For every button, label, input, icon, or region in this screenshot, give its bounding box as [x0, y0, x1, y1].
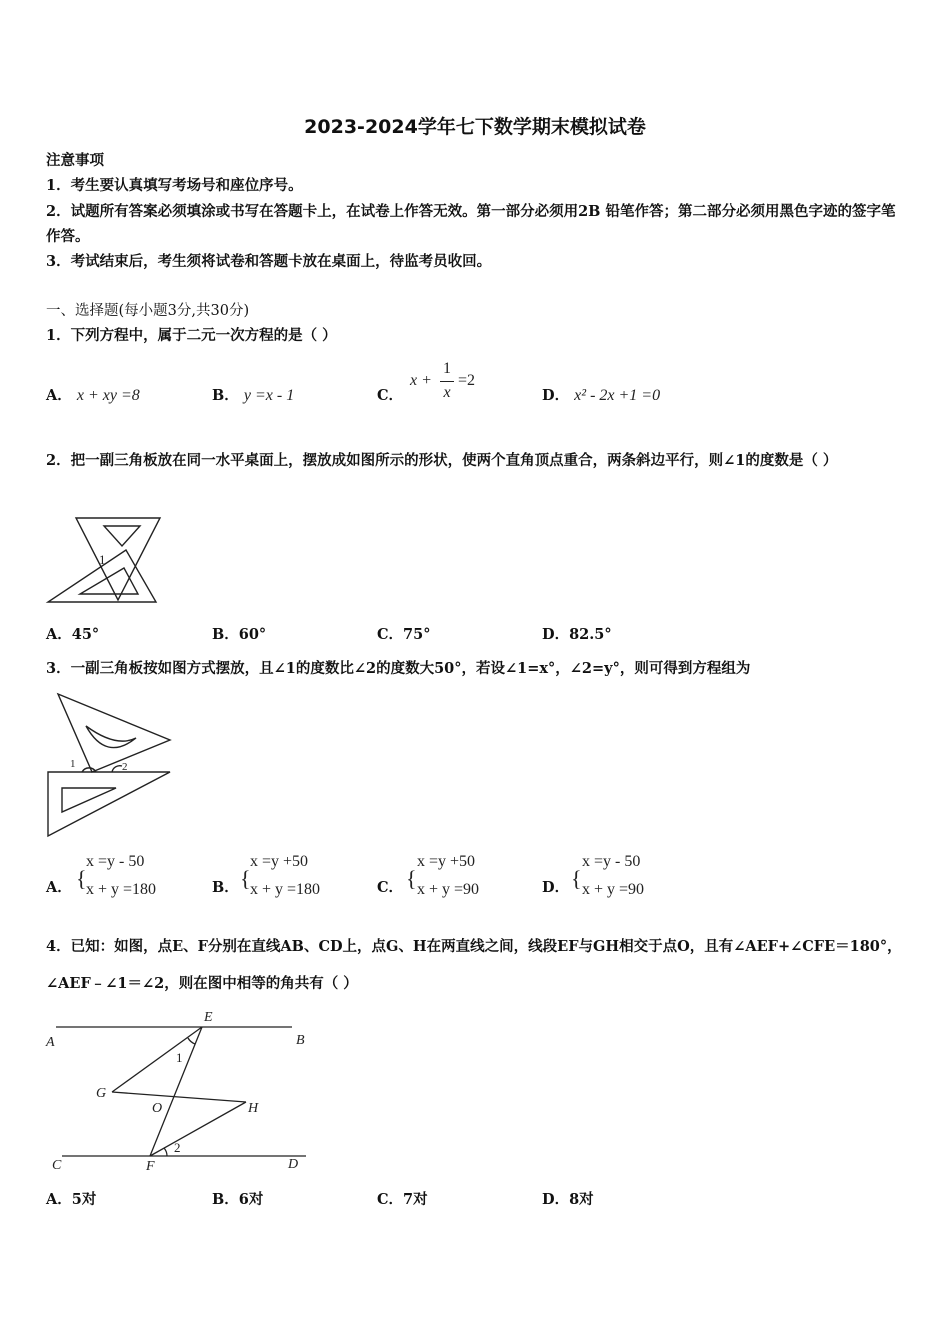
q2-stem: 2．把一副三角板放在同一水平桌面上，摆放成如图所示的形状，使两个直角顶点重合，两条斜边平行，则∠1的度数是（ ）	[46, 452, 838, 469]
brace: {	[240, 866, 251, 891]
equation-1: x =y +50	[417, 853, 476, 870]
equation-1: x =y - 50	[582, 853, 641, 870]
equation-2: x + y =180	[250, 881, 321, 898]
angle-2-arc	[164, 1148, 167, 1156]
q2-option-a[interactable]: A．45°	[46, 626, 100, 643]
equation-1: x =y +50	[250, 853, 309, 870]
option-label: C．	[377, 387, 404, 404]
point-d-label: D	[288, 1157, 299, 1172]
notice-item-3: 3．考试结束后，考生须将试卷和答题卡放在桌面上，待监考员收回。	[46, 253, 492, 270]
q4-figure	[40, 1004, 320, 1176]
expression: x² - 2x +1 =0	[574, 387, 661, 404]
equation-2: x + y =180	[86, 881, 157, 898]
option-label: B．	[212, 879, 239, 896]
q4-option-a[interactable]: A．5对	[46, 1191, 97, 1208]
q3-option-a[interactable]	[46, 876, 72, 897]
brace: {	[406, 866, 417, 891]
q4-stem: 4．已知：如图，点E、F分别在直线AB、CD上，点G、H在两直线之间，线段EF与GH相交于点O，且有∠AEF+∠CFE＝180°，∠AEF﹣∠1＝∠2，则在图中相等的角共有（ ）	[46, 938, 902, 992]
expression: x + xy =8	[76, 387, 140, 404]
option-label: B．	[212, 387, 239, 404]
triangle-upper-hole	[86, 726, 136, 748]
notice-heading: 注意事项	[46, 152, 104, 169]
brace: {	[571, 866, 582, 891]
option-label: D．	[542, 879, 570, 896]
angle-2-label: 2	[122, 761, 128, 773]
angle-2-label: 2	[174, 1140, 181, 1155]
point-o-label: O	[152, 1101, 163, 1116]
point-f-label: F	[146, 1159, 155, 1174]
q3-option-d[interactable]	[542, 876, 569, 897]
point-c-label: C	[52, 1158, 62, 1173]
q2-option-d[interactable]: D．82.5°	[542, 626, 612, 643]
q2-option-c[interactable]: C．75°	[377, 626, 431, 643]
q4-option-d[interactable]: D．8对	[542, 1191, 594, 1208]
section-heading: 一、选择题(每小题3分,共30分)	[46, 303, 250, 319]
notice-item-2: 2．试题所有答案必须填涂或书写在答题卡上，在试卷上作答无效。第一部分必须用2B 铅笔作答；第二部分必须用黑色字迹的签字笔作答。	[46, 203, 896, 245]
expr-rhs: =2	[458, 372, 476, 389]
q3-figure	[44, 692, 174, 842]
angle-1-arc	[188, 1038, 195, 1044]
brace: {	[76, 866, 87, 891]
expr-lhs: x +	[410, 372, 432, 389]
point-h-label: H	[248, 1101, 259, 1116]
q3-d-system	[582, 848, 644, 904]
point-a-label: A	[46, 1035, 55, 1050]
angle-label: 1	[99, 552, 106, 567]
q1-fraction-expression	[410, 360, 500, 406]
q1-option-d[interactable]	[542, 384, 660, 405]
angle-1-label: 1	[176, 1050, 183, 1065]
segment-gh	[112, 1092, 246, 1102]
q1-option-b[interactable]	[212, 384, 294, 405]
point-b-label: B	[296, 1033, 305, 1048]
q1-option-c[interactable]	[377, 384, 403, 405]
equation-2: x + y =90	[417, 881, 480, 898]
q4-option-c[interactable]: C．7对	[377, 1191, 428, 1208]
notice-item-1: 1．考生要认真填写考场号和座位序号。	[46, 177, 303, 194]
q3-b-system	[250, 848, 320, 904]
q2-option-b[interactable]: B．60°	[212, 626, 267, 643]
triangle-inner-top	[104, 526, 140, 546]
q4-option-b[interactable]: B．6对	[212, 1191, 264, 1208]
angle-2-arc	[112, 766, 122, 772]
equation-1: x =y - 50	[86, 853, 145, 870]
q3-option-b[interactable]	[212, 876, 239, 897]
q3-stem: 3．一副三角板按如图方式摆放，且∠1的度数比∠2的度数大50°，若设∠1=x°，∠2=y°，则可得到方程组为	[46, 660, 751, 677]
point-g-label: G	[96, 1086, 107, 1101]
option-label: C．	[377, 879, 404, 896]
fraction-bar	[440, 381, 454, 382]
option-label: A．	[46, 879, 72, 896]
fraction-numerator: 1	[443, 360, 451, 377]
triangle-lower-hole	[62, 788, 116, 812]
q3-option-c[interactable]	[377, 876, 403, 897]
expression: y =x - 1	[243, 387, 295, 404]
q3-a-system	[86, 848, 156, 904]
equation-2: x + y =90	[582, 881, 645, 898]
page-title: 2023-2024学年七下数学期末模拟试卷	[304, 116, 646, 138]
q3-c-system	[417, 848, 479, 904]
angle-1-label: 1	[70, 758, 76, 770]
triangle-lower	[48, 772, 170, 836]
q2-figure	[44, 514, 166, 606]
q1-option-a[interactable]	[46, 384, 140, 405]
point-e-label: E	[204, 1010, 213, 1025]
option-label: D．	[542, 387, 570, 404]
fraction-denominator: x	[443, 384, 451, 401]
option-label: A．	[46, 387, 72, 404]
q1-stem: 1．下列方程中，属于二元一次方程的是（ ）	[46, 327, 337, 344]
